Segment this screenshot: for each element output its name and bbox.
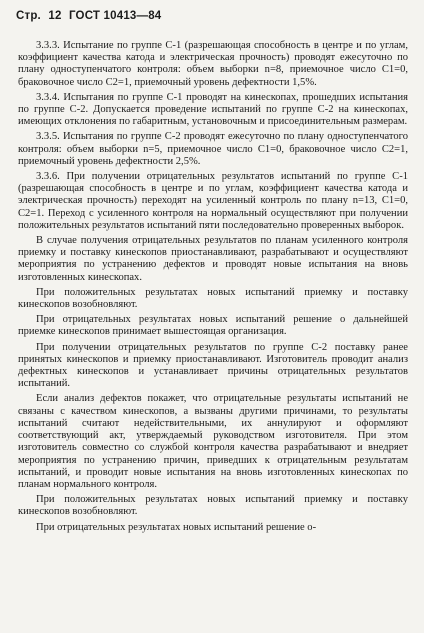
paragraph-positive-resume: При положительных результатах новых испытаний приемку и поставку кинескопов возобновляют. xyxy=(18,286,408,311)
standard-code: ГОСТ 10413—84 xyxy=(68,10,162,22)
paragraph-3-3-4: 3.3.4. Испытания по группе С-1 проводят на кинескопах, прошедших испытания по группе С-2. Допускается проведение испытаний по группе С-2 на кинескопах, имеющих отклонения по габаритным, установочным и присоединительным размерам. xyxy=(18,91,408,128)
paragraph-negative-decision: При отрицательных результатах новых испытаний решение о дальнейшей приемке кинескопов принимает вышестоящая организация. xyxy=(18,314,408,338)
page-header xyxy=(16,10,165,22)
document-body xyxy=(18,40,408,534)
paragraph-3-3-3: 3.3.3. Испытание по группе С-1 (разрешающая способность в центре и по углам, коэффициент качества катода и электрическая прочность) проводят ежесуточно по плану одноступенчатого контроля: объем выборки n=8, приемочное число C1=0, браковочное число C2=1, приемочный уровень дефектности 1,5%. xyxy=(18,40,408,88)
page-number: 12 xyxy=(48,10,62,22)
paragraph-defect-analysis: Если анализ дефектов покажет, что отрицательные результаты испытаний не связаны с качеством кинескопов, а вызваны другими причинами, то результаты испытаний считают недействительными, их аннулируют и оформляют соответствующий акт, утверждаемый руководством изготовителя. При этом изготовитель совместно со службой контроля качества разрабатывают и внедряет мероприятия по устранению причин, приведших к отрицательным результатам испытаний, и проводит новые испытания на вновь изготовленных кинескопах по планам нормального контроля. xyxy=(18,393,408,490)
paragraph-negative-decision-2: При отрицательных результатах новых испытаний решение о- xyxy=(36,521,317,533)
paragraph-positive-resume-2: При положительных результатах новых испытаний приемку и поставку кинескопов возобновляют. xyxy=(18,494,408,518)
page-label: Стр. xyxy=(16,10,41,22)
paragraph-3-3-5: 3.3.5. Испытания по группе С-2 проводят ежесуточно по плану одноступенчатого контроля: объем выборки n=5, приемочное число C1=0, браковочное число C2=1, приемочный уровень дефектности 2,5%. xyxy=(18,131,408,167)
paragraph-3-3-6: 3.3.6. При получении отрицательных результатов испытаний по группе С-1 (разрешающая способность в центре и по углам, коэффициент качества катода и электрическая прочность) переходят на усиленный контроль по плану n=13, C1=0, C2=1. Переход с усиленного контроля на нормальный осуществляют при получении положительных результатов испытаний пяти последовательно проверенных выборок. xyxy=(18,171,408,231)
paragraph-group-c2-failure: При получении отрицательных результатов по группе С-2 поставку ранее принятых кинескопов и приемку приостанавливают. Изготовитель проводит анализ дефектных кинескопов и устанавливает причины отрицательных результатов испытаний. xyxy=(18,341,408,390)
paragraph-tightened-failure: В случае получения отрицательных результатов по планам усиленного контроля приемку и поставку кинескопов приостанавливают, разрабатывают и осуществляют мероприятия по устранению дефектов и проводят новые испытания на вновь изготовленных кинескопах. xyxy=(18,235,408,283)
